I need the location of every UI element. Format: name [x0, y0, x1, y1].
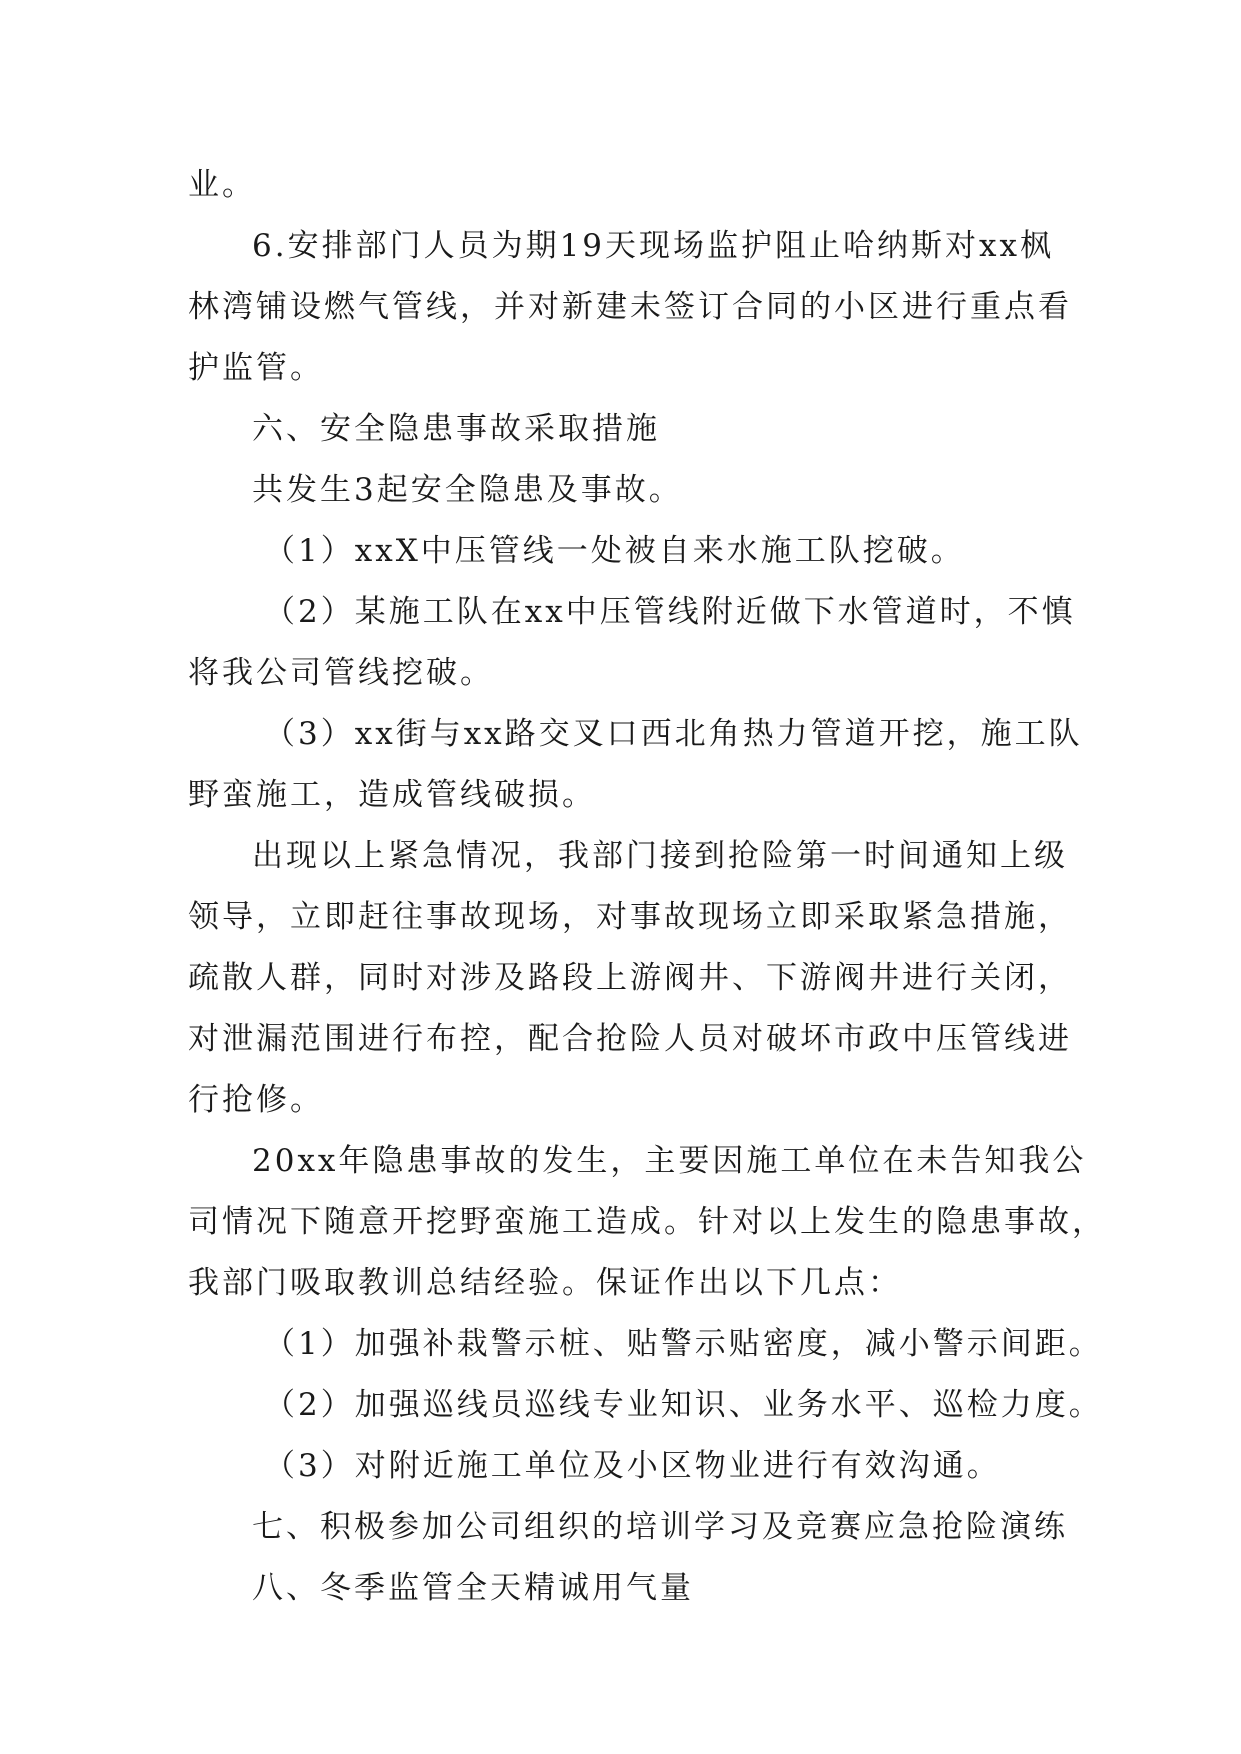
list-item: （1）加强补栽警示桩、贴警示贴密度，减小警示间距。: [264, 1326, 1103, 1362]
list-item: （2）加强巡线员巡线专业知识、业务水平、巡检力度。: [264, 1387, 1103, 1423]
paragraph-line: 疏散人群，同时对涉及路段上游阀井、下游阀井进行关闭，: [188, 960, 1072, 996]
paragraph-line: 护监管。: [188, 350, 324, 386]
document-body: [188, 155, 1106, 1619]
paragraph-line: 出现以上紧急情况，我部门接到抢险第一时间通知上级: [252, 838, 1068, 874]
paragraph-line: 我部门吸取教训总结经验。保证作出以下几点：: [188, 1265, 902, 1301]
list-item: （1）xxX中压管线一处被自来水施工队挖破。: [264, 533, 965, 569]
paragraph-line: 业。: [188, 167, 256, 203]
paragraph-line: 行抢修。: [188, 1082, 324, 1118]
paragraph-line: 20xx年隐患事故的发生，主要因施工单位在未告知我公: [252, 1143, 1087, 1179]
paragraph-line: 林湾铺设燃气管线，并对新建未签订合同的小区进行重点看: [188, 289, 1072, 325]
paragraph-line: 将我公司管线挖破。: [188, 655, 494, 691]
section-heading: 八、冬季监管全天精诚用气量: [252, 1570, 694, 1606]
paragraph-line: 共发生3起安全隐患及事故。: [252, 472, 683, 508]
list-item: （3）xx街与xx路交叉口西北角热力管道开挖，施工队: [264, 716, 1083, 752]
paragraph-line: 对泄漏范围进行布控，配合抢险人员对破坏市政中压管线进: [188, 1021, 1072, 1057]
list-item: （2）某施工队在xx中压管线附近做下水管道时，不慎: [264, 594, 1076, 630]
paragraph-line: 野蛮施工，造成管线破损。: [188, 777, 596, 813]
paragraph-line: 领导，立即赶往事故现场，对事故现场立即采取紧急措施，: [188, 899, 1072, 935]
paragraph-line: 司情况下随意开挖野蛮施工造成。针对以上发生的隐患事故，: [188, 1204, 1106, 1240]
paragraph-line: 6.安排部门人员为期19天现场监护阻止哈纳斯对xx枫: [252, 228, 1054, 264]
list-item: （3）对附近施工单位及小区物业进行有效沟通。: [264, 1448, 1001, 1484]
section-heading: 六、安全隐患事故采取措施: [252, 411, 660, 447]
section-heading: 七、积极参加公司组织的培训学习及竞赛应急抢险演练: [252, 1509, 1068, 1545]
